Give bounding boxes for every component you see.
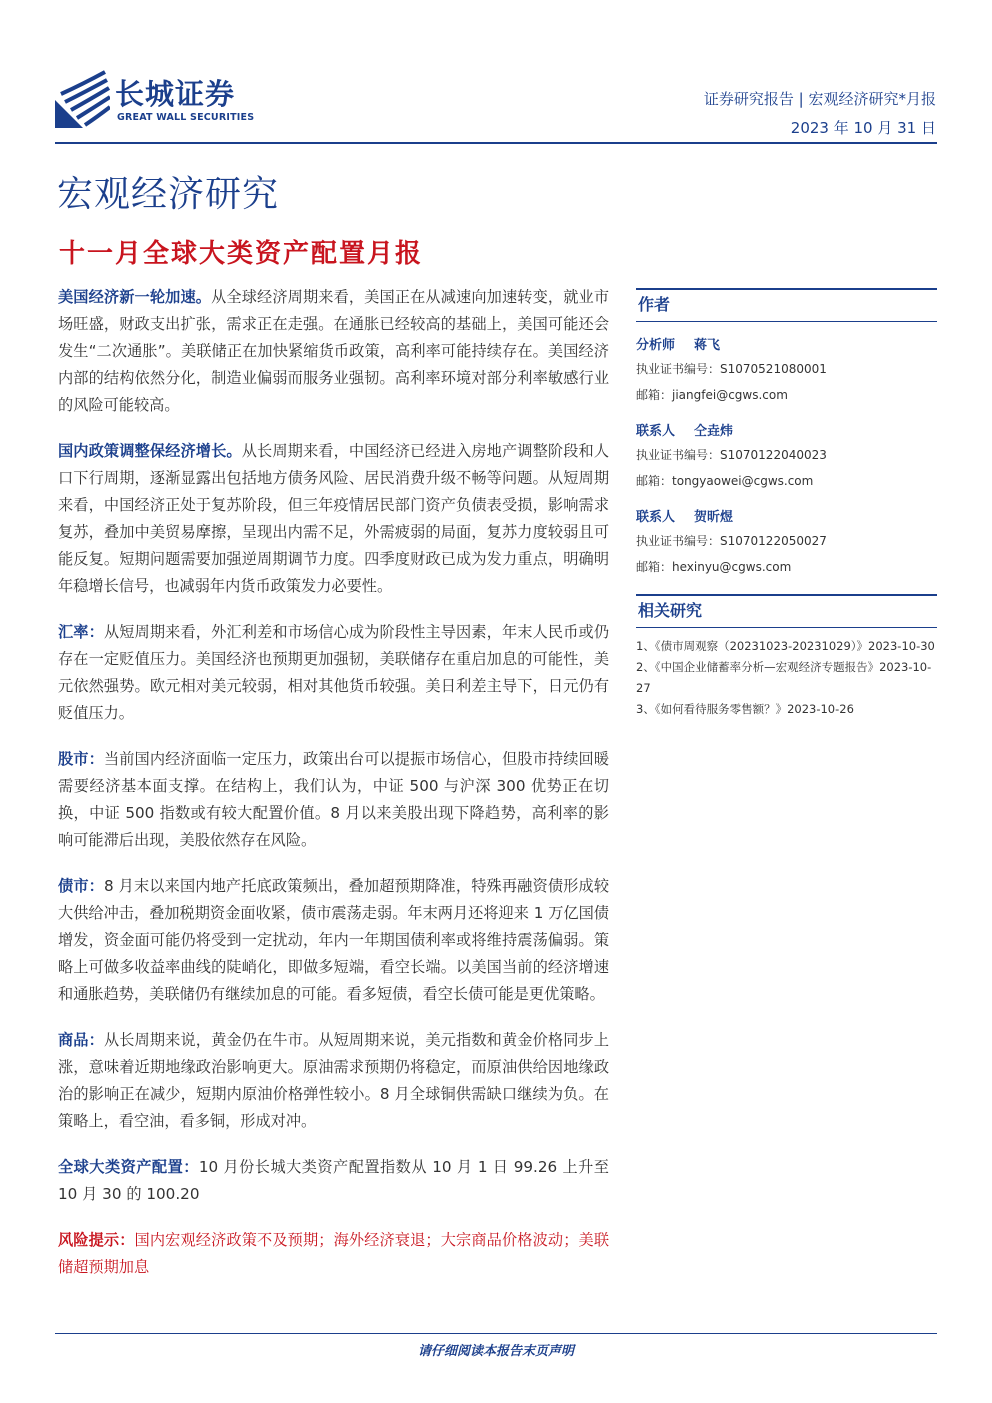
- author-card: [636, 420, 937, 494]
- paragraph-equity: [58, 746, 609, 854]
- cert-label: 执业证书编号：: [636, 448, 721, 462]
- paragraph-text: 当前国内经济面临一定压力，政策出台可以提振市场信心，但股市持续回暖需要经济基本面支撑。在结构上，我们认为，中证 500 与沪深 300 优势正在切换，中证 500 指数或有较大配置价值。8 月以来美股出现下降趋势，高利率的影响可能滞后出现，美股依然存在风险。: [58, 750, 610, 849]
- email-label: 邮箱：: [636, 560, 673, 574]
- author-role: 联系人: [636, 510, 676, 525]
- section-title: 宏观经济研究: [57, 174, 280, 215]
- paragraph-lead: 风险提示：: [58, 1231, 135, 1249]
- author-cert-row: [636, 356, 937, 382]
- paragraph-commodities: [58, 1027, 609, 1135]
- paragraph-text: 国内宏观经济政策不及预期；海外经济衰退；大宗商品价格波动；美联储超预期加息: [58, 1231, 610, 1276]
- related-item-link[interactable]: 2、《中国企业储蓄率分析—宏观经济专题报告》2023-10-27: [636, 660, 932, 695]
- logo-name-cn: 长城证券: [115, 77, 236, 111]
- paragraph-text: 10 月份长城大类资产配置指数从 10 月 1 日 99.26 上升至 10 月 30 的 100.20: [58, 1158, 609, 1203]
- header-divider: [55, 142, 937, 144]
- paragraph-lead: 股市：: [58, 750, 104, 768]
- author-card: [636, 334, 937, 408]
- paragraph-lead: 国内政策调整保经济增长。: [58, 442, 242, 460]
- author-name: 仝垚炜: [694, 424, 734, 439]
- author-name-row: [636, 334, 937, 356]
- paragraph-domestic-policy: [58, 438, 609, 600]
- email-label: 邮箱：: [636, 388, 673, 402]
- cert-number: S1070122050027: [720, 534, 827, 548]
- related-research: [636, 594, 937, 720]
- author-email-link[interactable]: hexinyu@cgws.com: [672, 560, 792, 574]
- great-wall-logo-icon: [55, 70, 110, 128]
- author-role: 分析师: [636, 338, 676, 353]
- authors-heading: 作者: [636, 288, 937, 322]
- footer-divider: [55, 1333, 937, 1334]
- paragraph-bonds: [58, 873, 609, 1008]
- report-title: 十一月全球大类资产配置月报: [59, 239, 424, 269]
- author-email-link[interactable]: tongyaowei@cgws.com: [672, 474, 814, 488]
- author-cert-row: [636, 528, 937, 554]
- sidebar: [636, 288, 937, 720]
- author-name: 蒋飞: [694, 338, 721, 353]
- report-category: 证券研究报告 | 宏观经济研究*月报: [703, 90, 936, 108]
- author-email-row: [636, 382, 937, 408]
- related-item-link[interactable]: 1、《债市周观察（20231023-20231029）》2023-10-30: [636, 639, 935, 653]
- cert-label: 执业证书编号：: [636, 362, 721, 376]
- paragraph-lead: 商品：: [58, 1031, 104, 1049]
- paragraph-text: 8 月末以来国内地产托底政策频出，叠加超预期降准，特殊再融资债形成较大供给冲击，叠加税期资金面收紧，债市震荡走弱。年末两月还将迎来 1 万亿国债增发，资金面可能仍将受到一定扰动，年内一年期国债利率或将维持震荡偏弱。策略上可做多收益率曲线的陡峭化，即做多短端，看空长端。以美国当前的经济增速和通胀趋势，美联储仍有继续加息的可能。看多短债，看空长债可能是更优策略。: [58, 877, 610, 1003]
- author-name-row: [636, 506, 937, 528]
- cert-number: S1070521080001: [720, 362, 827, 376]
- author-name-row: [636, 420, 937, 442]
- related-list: [636, 636, 937, 720]
- company-logo: [55, 70, 270, 130]
- related-item-link[interactable]: 3、《如何看待服务零售额？》2023-10-26: [636, 702, 854, 716]
- paragraph-lead: 全球大类资产配置：: [58, 1158, 199, 1176]
- report-date: 2023 年 10 月 31 日: [790, 119, 936, 137]
- author-role: 联系人: [636, 424, 676, 439]
- paragraph-text: 从短周期来看，外汇利差和市场信心成为阶段性主导因素，年末人民币或仍存在一定贬值压力。美国经济也预期更加强韧，美联储存在重启加息的可能性，美元依然强势。欧元相对美元较弱，相对其他货币较强。美日利差主导下，日元仍有贬值压力。: [58, 623, 610, 722]
- author-email-row: [636, 468, 937, 494]
- cert-label: 执业证书编号：: [636, 534, 721, 548]
- paragraph-fx: [58, 619, 609, 727]
- paragraph-us-economy: [58, 284, 609, 419]
- paragraph-text: 从长周期来看，中国经济已经进入房地产调整阶段和人口下行周期，逐渐显露出包括地方债务风险、居民消费升级不畅等问题。从短周期来看，中国经济正处于复苏阶段，但三年疫情居民部门资产负债表受损，影响需求复苏，叠加中美贸易摩擦，呈现出内需不足，外需疲弱的局面，复苏力度较弱且可能反复。短期问题需要加强逆周期调节力度。四季度财政已成为发力重点，明确明年稳增长信号，也减弱年内货币政策发力必要性。: [58, 442, 610, 595]
- paragraph-lead: 美国经济新一轮加速。: [58, 288, 212, 306]
- paragraph-text: 从全球经济周期来看，美国正在从减速向加速转变，就业市场旺盛，财政支出扩张，需求正在走强。在通胀已经较高的基础上，美国可能还会发生“二次通胀”。美联储正在加快紧缩货币政策，高利率可能持续存在。美国经济内部的结构依然分化，制造业偏弱而服务业强韧。高利率环境对部分利率敏感行业的风险可能较高。: [58, 288, 610, 414]
- paragraph-lead: 汇率：: [58, 623, 104, 641]
- author-card: [636, 506, 937, 580]
- author-email-link[interactable]: jiangfei@cgws.com: [672, 388, 788, 402]
- report-meta: [704, 88, 936, 138]
- cert-number: S1070122040023: [720, 448, 827, 462]
- author-email-row: [636, 554, 937, 580]
- report-summary: [58, 284, 609, 1300]
- logo-name-en: GREAT WALL SECURITIES: [117, 112, 255, 123]
- author-name: 贺昕煜: [694, 510, 734, 525]
- paragraph-lead: 债市：: [58, 877, 104, 895]
- email-label: 邮箱：: [636, 474, 673, 488]
- related-heading: 相关研究: [636, 594, 937, 628]
- author-cert-row: [636, 442, 937, 468]
- paragraph-text: 从长周期来说，黄金仍在牛市。从短周期来说，美元指数和黄金价格同步上涨，意味着近期地缘政治影响更大。原油需求预期仍将稳定，而原油供给因地缘政治的影响正在减少，短期内原油价格弹性较小。8 月全球铜供需缺口继续为负。在策略上，看空油，看多铜，形成对冲。: [58, 1031, 610, 1130]
- paragraph-risk-warning: [58, 1227, 609, 1281]
- footer-disclaimer: 请仔细阅读本报告末页声明: [417, 1344, 574, 1359]
- paragraph-allocation-index: [58, 1154, 609, 1208]
